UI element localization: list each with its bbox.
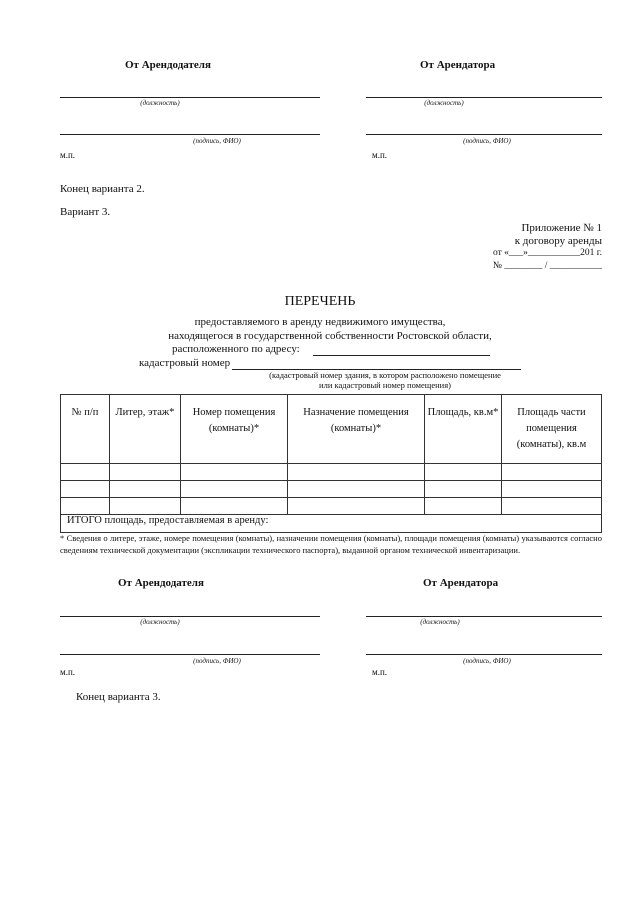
address-label: расположенного по адресу: xyxy=(172,343,300,355)
cadastral-label: кадастровый номер xyxy=(139,357,231,369)
landlord-position-line-bottom xyxy=(60,616,320,617)
landlord-position-line-top xyxy=(60,97,320,98)
landlord-sign-caption-top: (подпись, ФИО) xyxy=(193,137,241,145)
table-cell xyxy=(61,481,110,498)
landlord-sign-caption-bottom: (подпись, ФИО) xyxy=(193,657,241,665)
table-cell xyxy=(425,464,502,481)
appendix-line-2: к договору аренды xyxy=(514,235,602,247)
landlord-stamp-top: м.п. xyxy=(60,150,76,160)
table-cell xyxy=(110,498,181,515)
cadastral-note-1: (кадастровый номер здания, в котором расположено помещение xyxy=(269,370,501,380)
table-row xyxy=(61,498,602,515)
header-part-area: Площадь части помещения (комнаты), кв.м xyxy=(502,395,602,464)
tenant-sign-line-top xyxy=(366,134,602,135)
table-cell xyxy=(425,498,502,515)
tenant-header-bottom: От Арендатора xyxy=(423,577,499,589)
table-cell xyxy=(502,464,602,481)
table-cell xyxy=(502,498,602,515)
table-row xyxy=(61,464,602,481)
tenant-position-caption-top: (должность) xyxy=(424,99,464,107)
table-total-row xyxy=(61,515,602,533)
landlord-position-caption-top: (должность) xyxy=(140,99,180,107)
table-cell xyxy=(181,481,288,498)
appendix-number: № ________ / ___________ xyxy=(492,261,602,271)
tenant-sign-caption-top: (подпись, ФИО) xyxy=(463,137,511,145)
header-room-purpose: Назначение помещения (комнаты)* xyxy=(288,395,425,464)
table-cell xyxy=(181,498,288,515)
footnote: * Сведения о литере, этаже, номере помещения (комнаты), назначении помещения (комнаты), площади помещения (комнаты) указываются согласно сведениям технической документации (экспликации технического паспорта), выданной органом технической инвентаризации. xyxy=(60,533,602,555)
landlord-stamp-bottom: м.п. xyxy=(60,667,76,677)
tenant-position-line-bottom xyxy=(366,616,602,617)
table-cell xyxy=(110,481,181,498)
end-variant-3: Конец варианта 3. xyxy=(76,691,161,703)
document-title: ПЕРЕЧЕНЬ xyxy=(284,294,356,309)
table-cell xyxy=(181,464,288,481)
landlord-header-top: От Арендодателя xyxy=(125,59,211,71)
table-cell xyxy=(425,481,502,498)
header-area: Площадь, кв.м* xyxy=(425,395,502,464)
landlord-header-bottom: От Арендодателя xyxy=(118,577,204,589)
table-header-row xyxy=(61,395,602,464)
address-line xyxy=(313,355,490,356)
table-cell xyxy=(61,498,110,515)
tenant-stamp-bottom: м.п. xyxy=(372,667,388,677)
landlord-sign-line-top xyxy=(60,134,320,135)
header-number: № п/п xyxy=(61,395,110,464)
tenant-position-line-top xyxy=(366,97,602,98)
property-table xyxy=(60,394,602,533)
table-cell xyxy=(110,464,181,481)
landlord-position-caption-bottom: (должность) xyxy=(140,618,180,626)
variant-3-label: Вариант 3. xyxy=(60,206,111,218)
subtitle-line-1: предоставляемого в аренду недвижимого имущества, xyxy=(194,316,446,328)
landlord-sign-line-bottom xyxy=(60,654,320,655)
total-label: ИТОГО площадь, предоставляемая в аренду: xyxy=(61,515,602,533)
header-room-number: Номер помещения (комнаты)* xyxy=(181,395,288,464)
tenant-sign-caption-bottom: (подпись, ФИО) xyxy=(463,657,511,665)
table-cell xyxy=(288,481,425,498)
tenant-stamp-top: м.п. xyxy=(372,150,388,160)
table-row xyxy=(61,481,602,498)
appendix-date: от «___»___________201 г. xyxy=(493,248,602,258)
subtitle-line-2: находящегося в государственной собственности Ростовской области, xyxy=(168,330,492,342)
table-cell xyxy=(61,464,110,481)
header-liter: Литер, этаж* xyxy=(110,395,181,464)
tenant-position-caption-bottom: (должность) xyxy=(420,618,460,626)
tenant-header-top: От Арендатора xyxy=(420,59,496,71)
cadastral-note-2: или кадастровый номер помещения) xyxy=(319,380,451,390)
end-variant-2: Конец варианта 2. xyxy=(60,183,145,195)
table-cell xyxy=(288,498,425,515)
table-cell xyxy=(288,464,425,481)
table-cell xyxy=(502,481,602,498)
tenant-sign-line-bottom xyxy=(366,654,602,655)
appendix-line-1: Приложение № 1 xyxy=(521,222,602,234)
